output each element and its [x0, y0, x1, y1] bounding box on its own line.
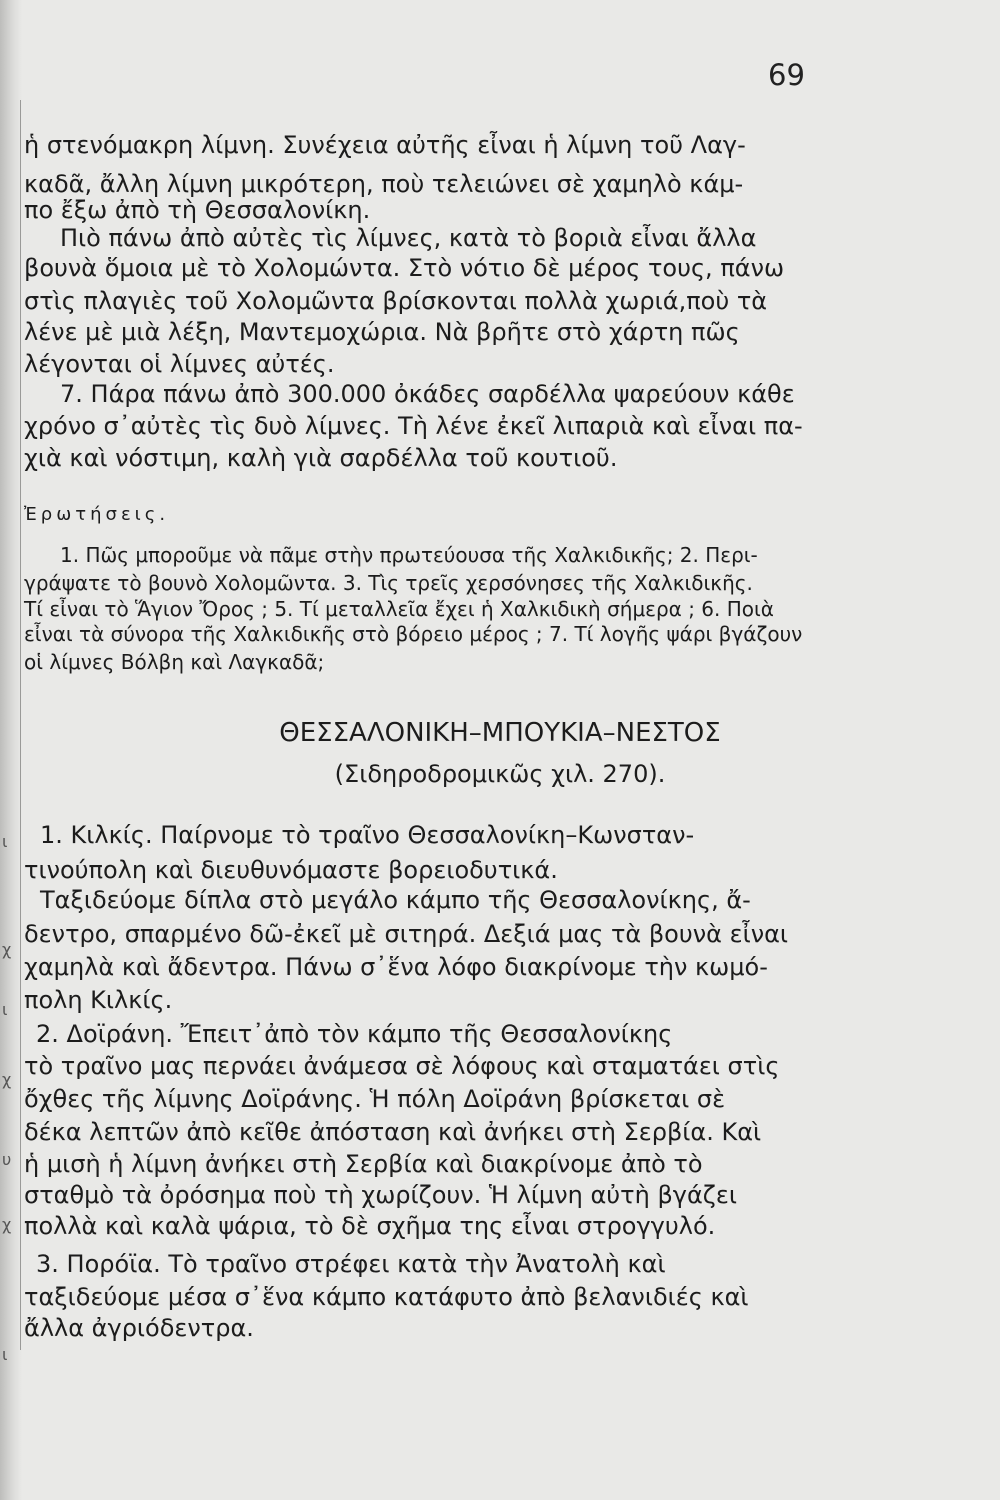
text-line: τὸ τραῖνο μας περνάει ἀνάμεσα σὲ λόφους καὶ σταματάει στὶς: [24, 1052, 780, 1080]
margin-mark: υ: [2, 1150, 12, 1169]
text-line: λέγονται οἱ λίμνες αὐτές.: [24, 350, 335, 378]
text-line: Ταξιδεύομε δίπλα στὸ μεγάλο κάμπο τῆς Θεσσαλονίκης, ἄ-: [40, 886, 751, 914]
margin-mark: ι: [2, 1345, 8, 1364]
text-line: ἡ στενόμακρη λίμνη. Συνέχεια αὐτῆς εἶναι ἡ λίμνη τοῦ Λαγ-: [24, 131, 746, 159]
text-line: 3. Πορόϊα. Τὸ τραῖνο στρέφει κατὰ τὴν Ἀνατολὴ καὶ: [36, 1250, 666, 1278]
text-line: δεντρο, σπαρμένο δῶ-ἐκεῖ μὲ σιτηρά. Δεξιά μας τὰ βουνὰ εἶναι: [24, 920, 789, 948]
text-line: χρόνο σ᾽αὐτὲς τὶς δυὸ λίμνες. Τὴ λένε ἐκεῖ λιπαριὰ καὶ εἶναι πα-: [24, 412, 803, 440]
margin-mark: χ: [2, 1215, 12, 1234]
text-line: 1. Κιλκίς. Παίρνομε τὸ τραῖνο Θεσσαλονίκη–Κωνσταν-: [40, 821, 695, 849]
text-line: 7. Πάρα πάνω ἀπὸ 300.000 ὀκάδες σαρδέλλα ψαρεύουν κάθε: [60, 380, 795, 408]
text-line: βουνὰ ὅμοια μὲ τὸ Χολομώντα. Στὸ νότιο δὲ μέρος τους, πάνω: [24, 254, 785, 282]
question-line: γράψατε τὸ βουνὸ Χολομῶντα. 3. Τὶς τρεῖς χερσόνησες τῆς Χαλκιδικῆς.: [24, 571, 753, 595]
page-number: 69: [768, 58, 805, 92]
text-line: σταθμὸ τὰ ὀρόσημα ποὺ τὴ χωρίζουν. Ἡ λίμνη αὐτὴ βγάζει: [24, 1181, 737, 1209]
text-line: δέκα λεπτῶν ἀπὸ κεῖθε ἀπόσταση καὶ ἀνήκει στὴ Σερβία. Καὶ: [24, 1118, 762, 1146]
page-gutter-shadow: [0, 0, 22, 1500]
text-line: 2. Δοϊράνη. Ἔπειτ᾽ἀπὸ τὸν κάμπο τῆς Θεσσαλονίκης: [36, 1020, 673, 1048]
question-line: 1. Πῶς μποροῦμε νὰ πᾶμε στὴν πρωτεύουσα τῆς Χαλκιδικῆς; 2. Περι-: [60, 543, 758, 567]
question-line: Τί εἶναι τὸ Ἅγιον Ὄρος ; 5. Τί μεταλλεῖα ἔχει ἡ Χαλκιδικὴ σήμερα ; 6. Ποιὰ: [24, 597, 774, 621]
text-line: πο ἔξω ἀπὸ τὴ Θεσσαλονίκη.: [24, 196, 371, 224]
margin-mark: ι: [2, 1000, 8, 1019]
text-line: πολη Κιλκίς.: [24, 986, 173, 1014]
text-line: χαμηλὰ καὶ ἄδεντρα. Πάνω σ᾽ἕνα λόφο διακρίνομε τὴν κωμό-: [24, 953, 768, 981]
text-line: στὶς πλαγιὲς τοῦ Χολομῶντα βρίσκονται πολλὰ χωριά,ποὺ τὰ: [24, 287, 768, 315]
text-line: καδᾶ, ἄλλη λίμνη μικρότερη, ποὺ τελειώνει σὲ χαμηλὸ κάμ-: [24, 170, 744, 198]
margin-mark: χ: [2, 1070, 12, 1089]
question-line: οἱ λίμνες Βόλβη καὶ Λαγκαδᾶ;: [24, 650, 325, 674]
text-line: ταξιδεύομε μέσα σ᾽ἕνα κάμπο κατάφυτο ἀπὸ βελανιδιές καὶ: [24, 1283, 749, 1311]
section-subheading: (Σιδηροδρομικῶς χιλ. 270).: [334, 760, 666, 788]
margin-mark: ι: [2, 832, 8, 851]
text-line: ἡ μισὴ ἡ λίμνη ἀνήκει στὴ Σερβία καὶ διακρίνομε ἀπὸ τὸ: [24, 1150, 703, 1178]
question-line: εἶναι τὰ σύνορα τῆς Χαλκιδικῆς στὸ βόρειο μέρος ; 7. Τί λογῆς ψάρι βγάζουν: [24, 622, 803, 646]
text-line: τινούπολη καὶ διευθυνόμαστε βορειοδυτικά.: [24, 856, 558, 884]
text-line: Πιὸ πάνω ἀπὸ αὐτὲς τὶς λίμνες, κατὰ τὸ βοριὰ εἶναι ἄλλα: [60, 224, 757, 252]
text-line: ἄλλα ἀγριόδεντρα.: [24, 1314, 254, 1342]
text-line: λένε μὲ μιὰ λέξη, Μαντεμοχώρια. Νὰ βρῆτε στὸ χάρτη πῶς: [24, 318, 740, 346]
questions-title: Ἐρωτήσεις.: [24, 504, 170, 525]
margin-mark: χ: [2, 940, 12, 959]
section-heading: ΘΕΣΣΑΛΟΝΙΚΗ–ΜΠΟΥΚΙΑ–ΝΕΣΤΟΣ: [279, 718, 721, 748]
text-line: πολλὰ καὶ καλὰ ψάρια, τὸ δὲ σχῆμα της εἶναι στρογγυλό.: [24, 1212, 716, 1240]
text-line: ὄχθες τῆς λίμνης Δοϊράνης. Ἡ πόλη Δοϊράνη βρίσκεται σὲ: [24, 1085, 726, 1113]
text-line: χιὰ καὶ νόστιμη, καλὴ γιὰ σαρδέλλα τοῦ κουτιοῦ.: [24, 444, 618, 472]
